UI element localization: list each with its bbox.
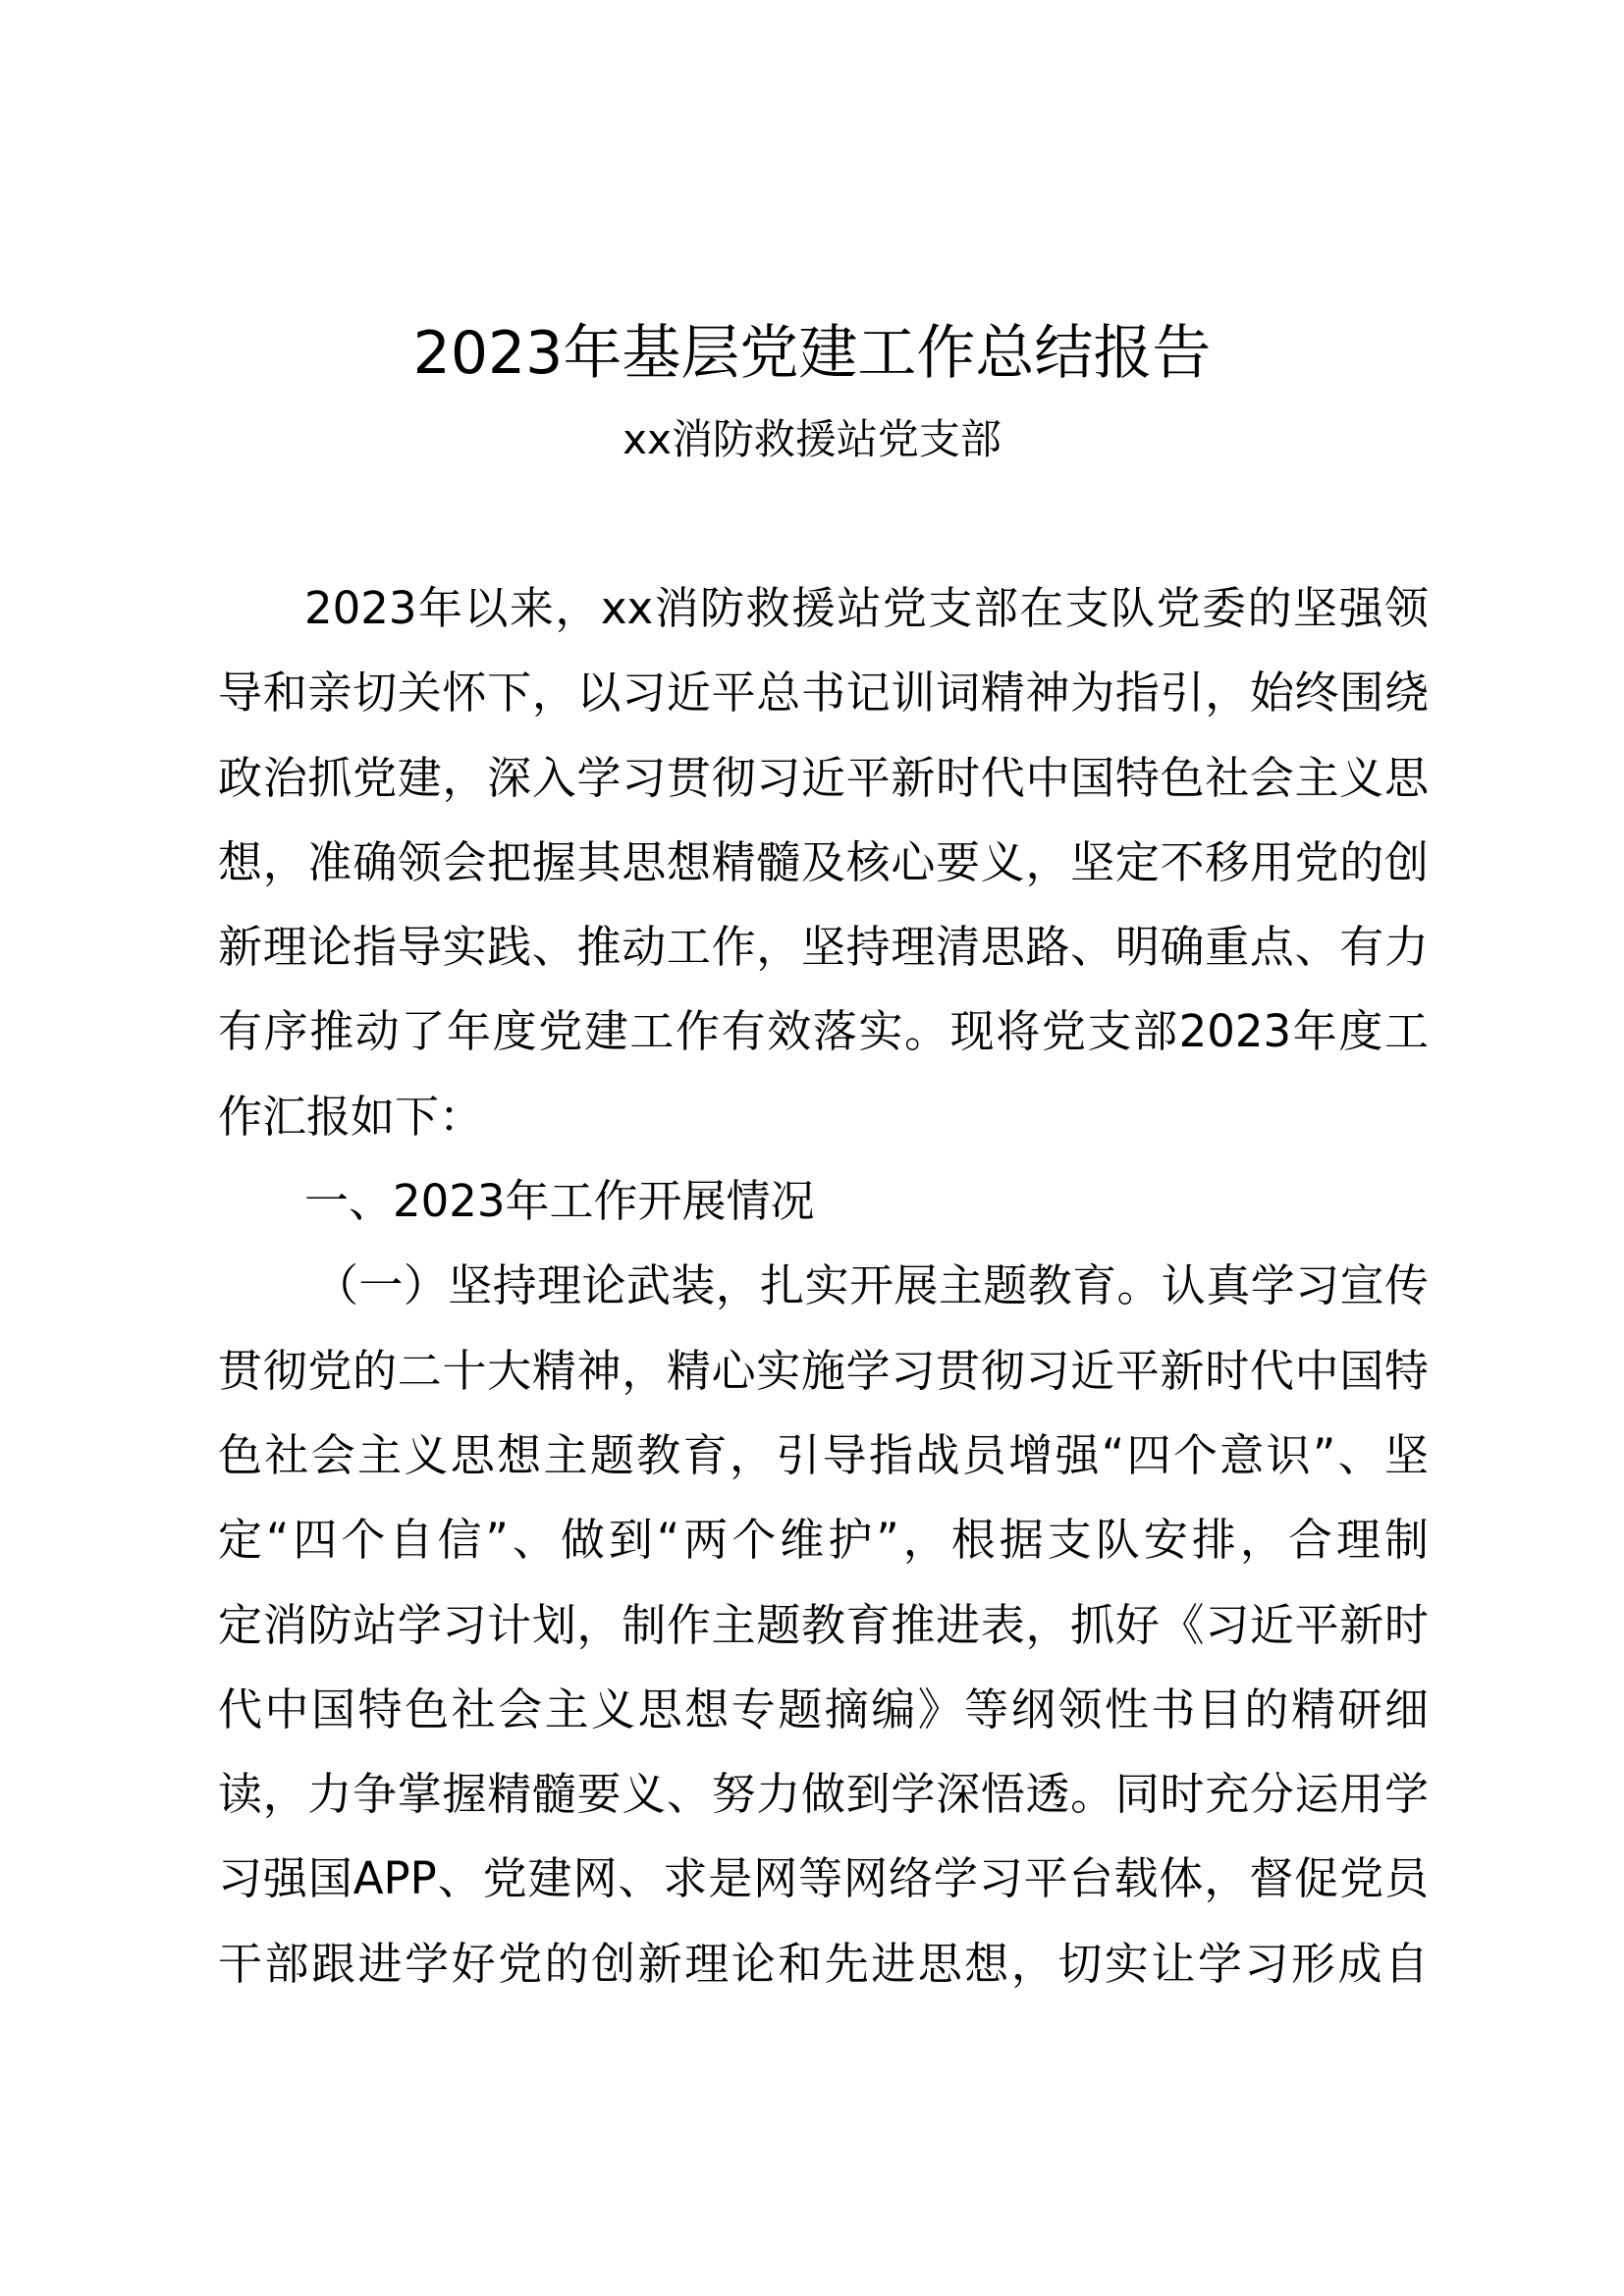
paragraph-line: 定消防站学习计划，制作主题教育推进表，抓好《习近平新时: [218, 1598, 1429, 1651]
paragraph-line: 干部跟进学好党的创新理论和先进思想，切实让学习形成自: [218, 1937, 1429, 1990]
paragraph-line: 色社会主义思想主题教育，引导指战员增强“四个意识”、坚: [218, 1428, 1429, 1481]
paragraph-line: 习强国APP、党建网、求是网等网络学习平台载体，督促党员: [218, 1852, 1429, 1905]
document-subtitle: xx消防救援站党支部: [623, 415, 1001, 463]
paragraph-line: 想，准确领会把握其思想精髓及核心要义，坚定不移用党的创: [218, 835, 1429, 888]
paragraph-line: 导和亲切关怀下，以习近平总书记训词精神为指引，始终围绕: [218, 667, 1429, 720]
paragraph-line: （一）坚持理论武装，扎实开展主题教育。认真学习宣传: [314, 1259, 1429, 1312]
paragraph-line: 政治抓党建，深入学习贯彻习近平新时代中国特色社会主义思: [218, 751, 1429, 804]
paragraph-line: 有序推动了年度党建工作有效落实。现将党支部2023年度工: [218, 1005, 1429, 1058]
paragraph-line: 读，力争掌握精髓要义、努力做到学深悟透。同时充分运用学: [218, 1768, 1429, 1821]
paragraph-line: 定“四个自信”、做到“两个维护”，根据支队安排，合理制: [218, 1514, 1429, 1567]
paragraph-line: 代中国特色社会主义思想专题摘编》等纲领性书目的精研细: [218, 1682, 1429, 1735]
paragraph-line: 2023年以来，xx消防救援站党支部在支队党委的坚强领: [304, 582, 1429, 634]
paragraph-line: 作汇报如下：: [218, 1090, 484, 1143]
document-body: [218, 566, 1429, 2006]
paragraph-line: 新理论指导实践、推动工作，坚持理清思路、明确重点、有力: [218, 921, 1429, 974]
paragraph-line: 贯彻党的二十大精神，精心实施学习贯彻习近平新时代中国特: [218, 1344, 1429, 1397]
document-title: 2023年基层党建工作总结报告: [412, 319, 1212, 388]
section-heading: 一、2023年工作开展情况: [304, 1175, 815, 1228]
